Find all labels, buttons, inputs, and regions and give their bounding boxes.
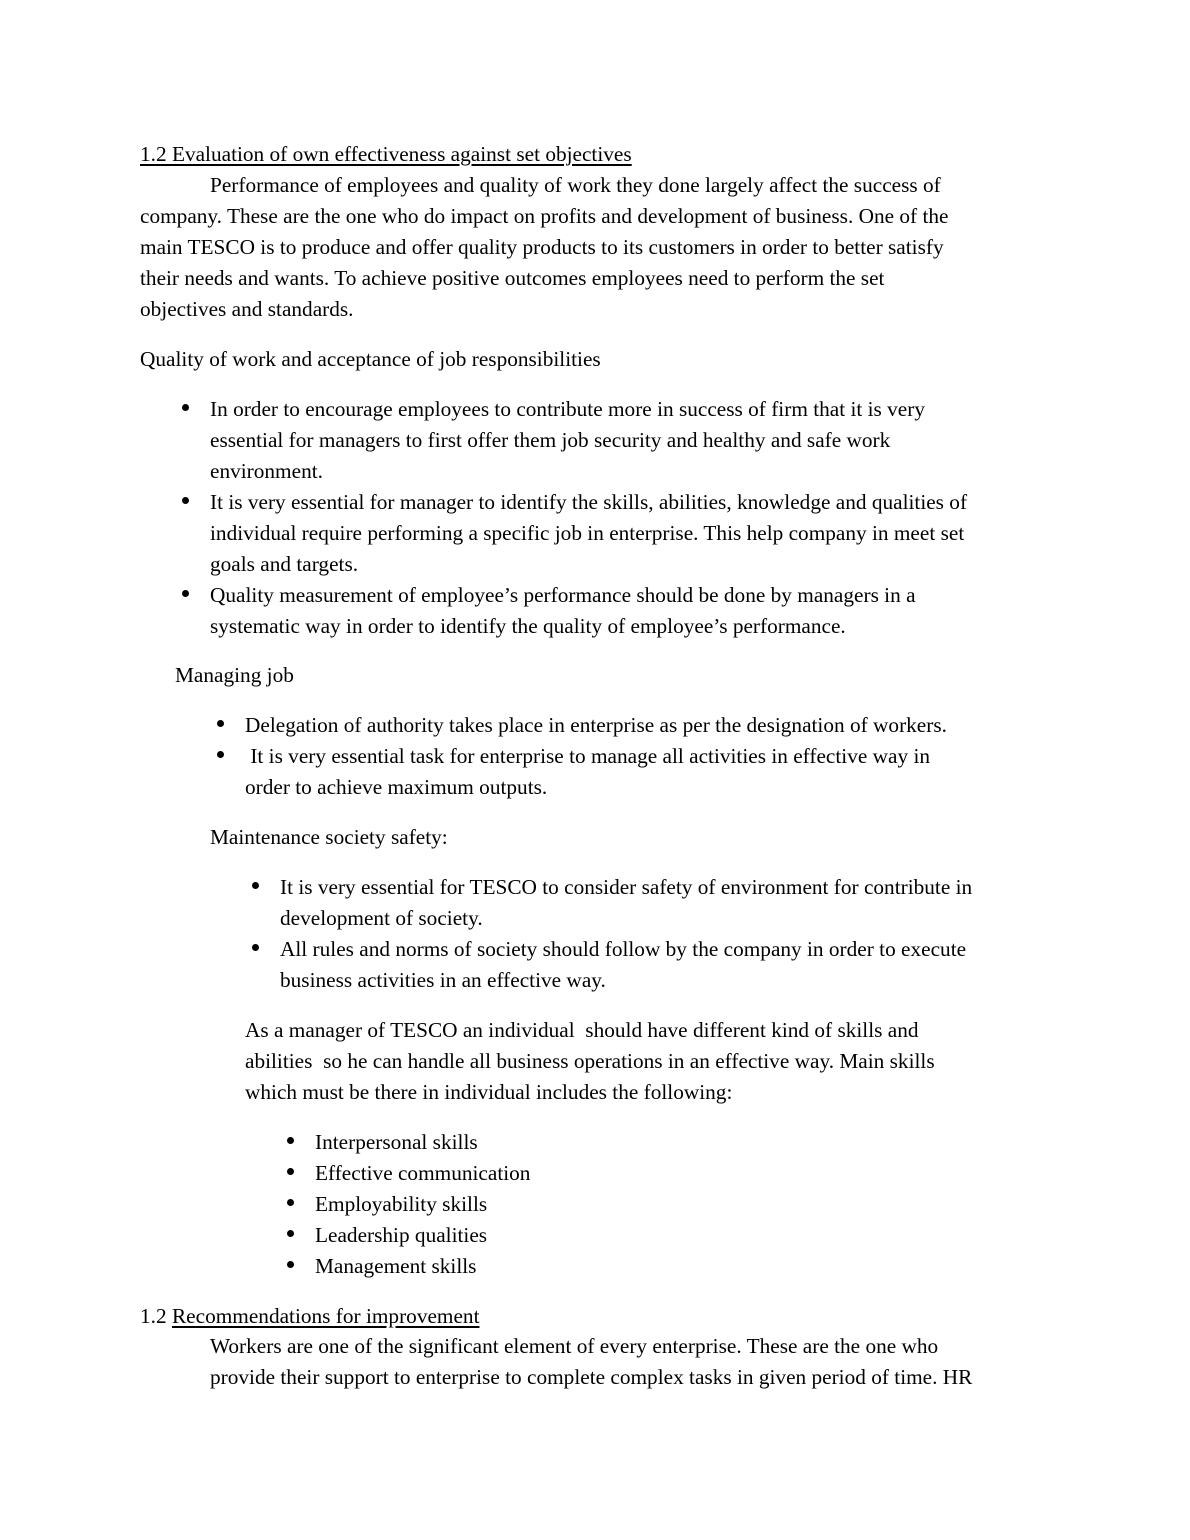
list-item [315, 1189, 915, 1220]
list-item [315, 1251, 915, 1282]
list-item [315, 1220, 915, 1251]
safety-heading: Maintenance society safety: [210, 825, 448, 849]
quality-heading: Quality of work and acceptance of job responsibilities [140, 347, 601, 371]
list-item-line: essential for managers to first offer them job security and healthy and safe work [210, 428, 891, 452]
list-item-line: systematic way in order to identify the quality of employee’s performance. [210, 614, 846, 638]
list-item [315, 1158, 915, 1189]
list-item-line: business activities in an effective way. [280, 968, 606, 992]
bullet-icon [283, 1189, 297, 1220]
list-item-line: Quality measurement of employee’s performance should be done by managers in a [210, 583, 916, 607]
paragraph-line: objectives and standards. [140, 297, 354, 321]
bullet-icon [213, 741, 227, 772]
section-heading-recommendations [140, 1301, 480, 1332]
bullet-icon [178, 580, 192, 611]
skills-bullet-list [315, 1127, 915, 1282]
list-item-line: goals and targets. [210, 552, 359, 576]
managing-bullet-list [245, 710, 1065, 803]
bullet-icon [248, 934, 262, 965]
paragraph-line: provide their support to enterprise to complete complex tasks in given period of time. HR [210, 1365, 973, 1389]
list-item [280, 934, 1070, 996]
managing-job-heading: Managing job [175, 663, 294, 687]
section-heading-evaluation: 1.2 Evaluation of own effectiveness against set objectives [140, 142, 632, 166]
bullet-icon [213, 710, 227, 741]
list-item-line: development of society. [280, 906, 483, 930]
list-item [280, 872, 1070, 934]
list-item-line: Interpersonal skills [315, 1130, 478, 1154]
list-item-line: All rules and norms of society should follow by the company in order to execute [280, 937, 967, 961]
paragraph-line: abilities so he can handle all business operations in an effective way. Main skills [245, 1049, 935, 1073]
list-item-line: order to achieve maximum outputs. [245, 775, 548, 799]
bullet-icon [283, 1127, 297, 1158]
paragraph-line: Performance of employees and quality of work they done largely affect the success of [210, 173, 941, 197]
list-item-line: environment. [210, 459, 323, 483]
bullet-icon [178, 487, 192, 518]
paragraph-line: Workers are one of the significant element of every enterprise. These are the one who [210, 1334, 939, 1358]
list-item-line: It is very essential for TESCO to consider safety of environment for contribute in [280, 875, 973, 899]
list-item-line: Employability skills [315, 1192, 488, 1216]
manager-paragraph [245, 1015, 1065, 1108]
list-item-line: Leadership qualities [315, 1223, 488, 1247]
list-item-line: individual require performing a specific job in enterprise. This help company in meet set [210, 521, 965, 545]
list-item [210, 394, 1070, 487]
list-item-line: Management skills [315, 1254, 477, 1278]
list-item-line: Delegation of authority takes place in enterprise as per the designation of workers. [245, 713, 947, 737]
recommendations-paragraph [210, 1331, 1070, 1393]
list-item-line: In order to encourage employees to contribute more in success of firm that it is very [210, 397, 925, 421]
paragraph-line: their needs and wants. To achieve positive outcomes employees need to perform the set [140, 266, 885, 290]
bullet-icon [283, 1220, 297, 1251]
list-item [245, 741, 1065, 803]
intro-paragraph [140, 170, 1060, 325]
section-title: Recommendations for improvement [171, 1304, 480, 1328]
list-item [315, 1127, 915, 1158]
quality-bullet-list [210, 394, 1070, 642]
bullet-icon [283, 1158, 297, 1189]
list-item-line: It is very essential task for enterprise to manage all activities in effective way in [245, 744, 931, 768]
bullet-icon [248, 872, 262, 903]
paragraph-line: which must be there in individual includes the following: [245, 1080, 733, 1104]
paragraph-line: main TESCO is to produce and offer quality products to its customers in order to better satisfy [140, 235, 944, 259]
list-item-line: It is very essential for manager to identify the skills, abilities, knowledge and qualities of [210, 490, 968, 514]
list-item [210, 580, 1070, 642]
section-number: 1.2 [140, 1304, 172, 1328]
list-item [245, 710, 1065, 741]
list-item [210, 487, 1070, 580]
bullet-icon [283, 1251, 297, 1282]
paragraph-line: company. These are the one who do impact on profits and development of business. One of the [140, 204, 949, 228]
list-item-line: Effective communication [315, 1161, 531, 1185]
paragraph-line: As a manager of TESCO an individual should have different kind of skills and [245, 1018, 919, 1042]
safety-bullet-list [280, 872, 1070, 996]
bullet-icon [178, 394, 192, 425]
